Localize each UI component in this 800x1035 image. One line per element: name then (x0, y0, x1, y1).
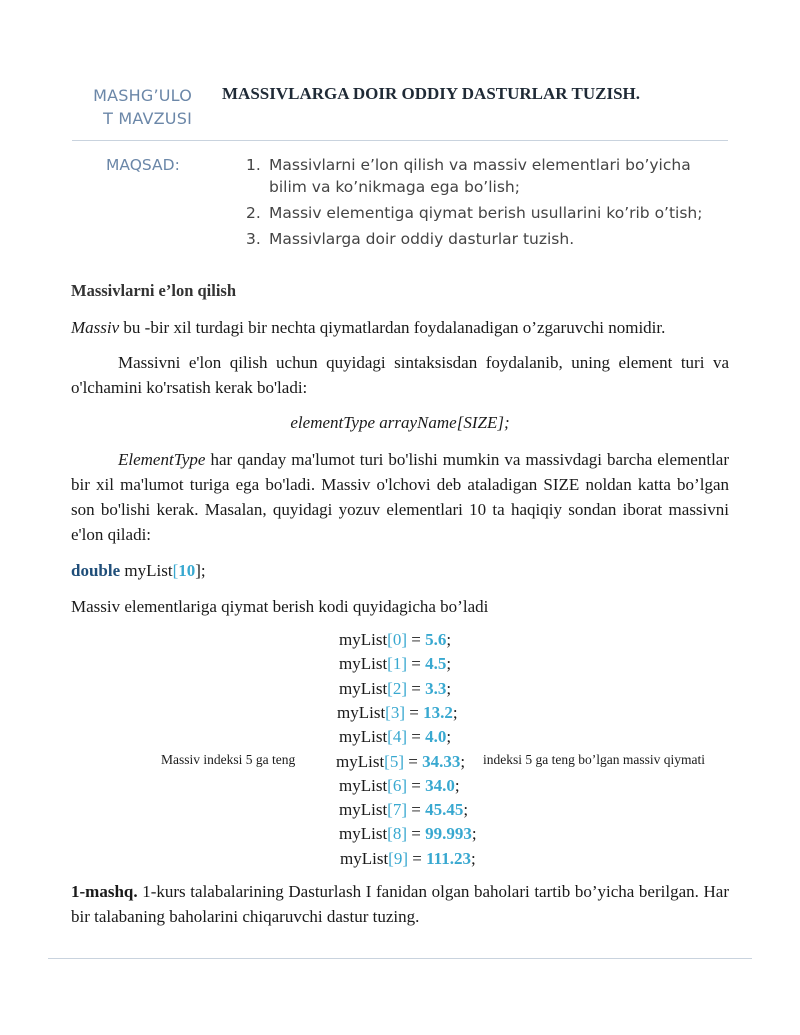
array-index: 4 (392, 727, 402, 747)
semicolon: ; (471, 824, 477, 844)
definition-term: Massiv (71, 318, 120, 337)
assignment-line (339, 677, 451, 701)
semicolon: ; (463, 800, 469, 820)
array-index: 6 (392, 775, 402, 795)
assignment-intro: Massiv elementlariga qiymat berish kodi quyidagicha bo’ladi (71, 597, 489, 616)
assign-operator: = (407, 727, 426, 747)
array-value: 99.993 (425, 824, 472, 844)
open-bracket: [ (387, 630, 393, 649)
array-value: 45.45 (425, 800, 464, 820)
open-bracket: [ (387, 775, 393, 795)
close-bracket: ] (399, 702, 406, 722)
assignment-line (339, 822, 477, 846)
close-bracket: ] (401, 824, 408, 844)
array-name: myList (339, 727, 388, 747)
assign-operator: = (404, 751, 423, 771)
topic-label-line2: T MAVZUSI (103, 109, 192, 128)
array-index: 0 (392, 630, 402, 649)
syntax-code: elementType arrayName[SIZE]; (290, 413, 510, 432)
assign-operator: = (407, 654, 426, 674)
semicolon: ; (470, 848, 476, 868)
open-bracket: [ (387, 678, 393, 698)
assignment-line (339, 628, 451, 652)
array-index: 8 (392, 824, 402, 844)
goal-text: Massivlarga doir oddiy dasturlar tuzish. (269, 230, 575, 248)
assignment-line (340, 847, 476, 871)
goal-number: 1. (246, 156, 261, 174)
close-bracket: ] (398, 751, 405, 771)
goal-label: MAQSAD: (106, 156, 180, 174)
open-bracket: [ (384, 751, 390, 771)
assign-operator: = (407, 775, 426, 795)
array-index: 7 (392, 800, 402, 820)
value-annotation: indeksi 5 ga teng bo’lgan massiv qiymati (483, 752, 705, 767)
goal-number: 2. (246, 204, 261, 222)
close-bracket: ] (401, 800, 408, 820)
goal-item (246, 202, 732, 224)
assign-operator: = (407, 800, 426, 820)
open-bracket: [ (388, 848, 394, 868)
open-bracket: [ (387, 800, 393, 820)
open-bracket: [ (387, 824, 393, 844)
goal-item (246, 154, 732, 198)
array-name: myList (336, 751, 385, 771)
header-divider (72, 140, 728, 141)
array-index: 2 (392, 678, 402, 698)
definition-paragraph (71, 315, 729, 340)
array-index: 3 (390, 702, 400, 722)
assign-operator: = (405, 702, 424, 722)
assign-operator: = (407, 630, 426, 649)
explanation-paragraph (71, 447, 729, 547)
goal-item (246, 228, 732, 250)
array-name: myList (339, 630, 388, 649)
exercise-paragraph (71, 879, 729, 929)
array-name: myList (339, 775, 388, 795)
array-name: myList (339, 800, 388, 820)
semicolon: ; (452, 702, 458, 722)
section-heading: Massivlarni e’lon qilish (71, 281, 237, 300)
close-bracket: ] (402, 848, 409, 868)
declaration-name: myList (120, 561, 173, 580)
explanation-text: har qanday ma'lumot turi bo'lishi mumkin va massivdagi barcha elementlar bir xil ma'lumot turiga ega bo'ladi. Massiv o'lchovi deb ataladigan SIZE noldan katta bo’lgan son bo'lishi kerak. Masalan, quyidagi yozuv elementlari 10 ta haqiqiy sondan iborat massivni e'lon qiladi: (71, 450, 729, 544)
exercise-label: 1-mashq. (71, 882, 138, 901)
assignment-line (339, 725, 451, 749)
semicolon: ; (446, 654, 452, 674)
array-value: 111.23 (426, 848, 471, 868)
assignment-line (336, 750, 465, 774)
array-value: 4.0 (425, 727, 447, 747)
close-bracket: ] (401, 727, 408, 747)
array-value: 34.33 (422, 751, 461, 771)
goal-text: Massivlarni e’lon qilish va massiv elementlari bo’yicha bilim va ko’nikmaga ega bo’lish; (269, 156, 691, 196)
array-index: 9 (393, 848, 403, 868)
open-bracket: [ (387, 727, 393, 747)
declaration-open-bracket: [ (172, 561, 179, 580)
semicolon: ; (454, 775, 460, 795)
topic-title: MASSIVLARGA DOIR ODDIY DASTURLAR TUZISH. (222, 84, 640, 103)
close-bracket: ] (401, 630, 408, 649)
topic-label (72, 84, 192, 130)
close-bracket: ] (401, 775, 408, 795)
declaration-line (71, 558, 729, 583)
exercise-text: 1-kurs talabalarining Dasturlash I fanidan olgan baholari tartib bo’yicha berilgan. Har bir talabaning baholarini chiqaruvchi dastur tuzing. (71, 882, 729, 926)
semicolon: ; (460, 751, 466, 771)
assignment-line (337, 701, 458, 725)
array-value: 34.0 (425, 775, 455, 795)
array-value: 13.2 (423, 702, 453, 722)
array-name: myList (339, 678, 388, 698)
definition-text: bu -bir xil turdagi bir nechta qiymatlardan foydalanadigan o’zgaruvchi nomidir. (119, 318, 666, 337)
array-index: 5 (389, 751, 399, 771)
array-value: 4.5 (425, 654, 447, 674)
semicolon: ; (446, 678, 452, 698)
syntax-line (71, 410, 729, 435)
semicolon: ; (446, 727, 452, 747)
array-name: myList (337, 702, 386, 722)
declaration-keyword: double (71, 561, 121, 580)
close-bracket: ] (401, 678, 408, 698)
assignment-line (339, 798, 468, 822)
declaration-size: 10 (178, 561, 196, 580)
footer-divider (48, 958, 752, 959)
explanation-term: ElementType (118, 450, 206, 469)
array-index: 1 (392, 654, 402, 674)
goal-text: Massiv elementiga qiymat berish usullarini ko’rib o’tish; (269, 204, 703, 222)
assign-operator: = (407, 678, 426, 698)
goal-number: 3. (246, 230, 261, 248)
syntax-intro-paragraph: Massivni e'lon qilish uchun quyidagi sintaksisdan foydalanib, uning element turi va o'lchamini ko'rsatish kerak bo'ladi: (71, 353, 729, 397)
open-bracket: [ (385, 702, 391, 722)
assignment-line (339, 652, 451, 676)
goal-list (246, 154, 732, 254)
semicolon: ; (446, 630, 452, 649)
array-value: 5.6 (425, 630, 447, 649)
array-name: myList (339, 654, 388, 674)
assignment-line (339, 774, 460, 798)
topic-label-line1: MASHG’ULO (93, 86, 192, 105)
close-bracket: ] (401, 654, 408, 674)
array-name: myList (340, 848, 389, 868)
open-bracket: [ (387, 654, 393, 674)
array-value: 3.3 (425, 678, 447, 698)
assign-operator: = (407, 824, 426, 844)
index-annotation: Massiv indeksi 5 ga teng (161, 752, 296, 767)
array-name: myList (339, 824, 388, 844)
declaration-end: ]; (195, 561, 206, 580)
assign-operator: = (408, 848, 427, 868)
